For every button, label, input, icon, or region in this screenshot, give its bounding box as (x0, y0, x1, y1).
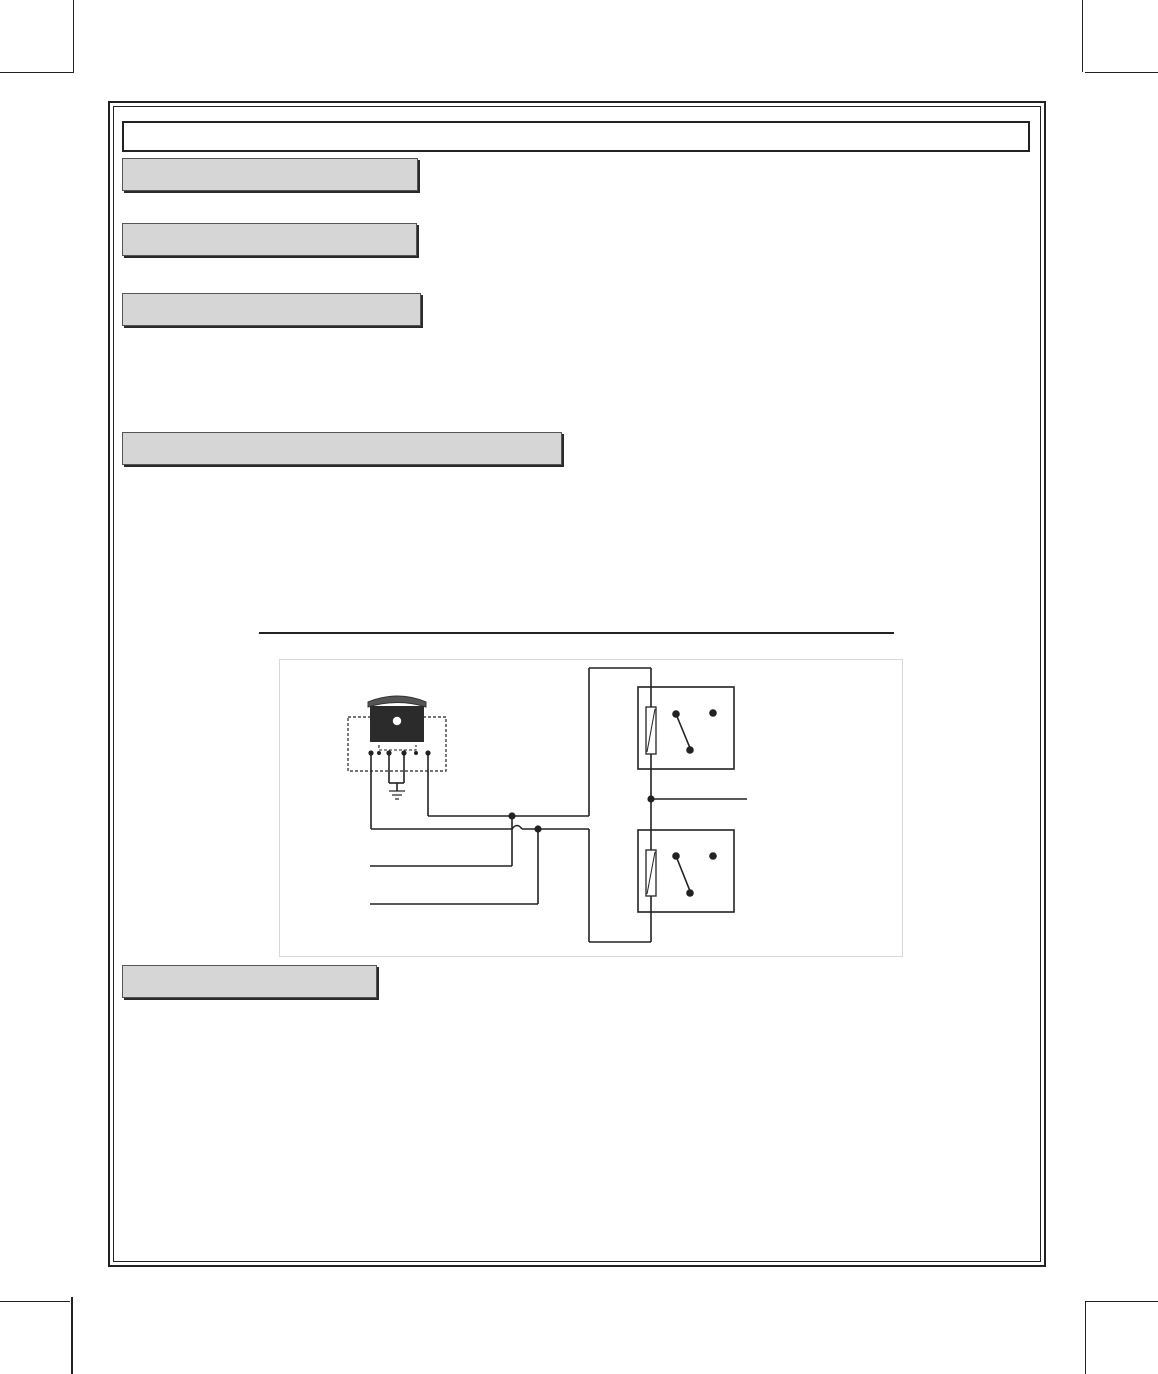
rocker-switch-cap (368, 696, 426, 707)
switch-pin-3 (386, 750, 391, 755)
crop-mark-bottom-right-horizontal (1085, 1301, 1158, 1302)
relay-lower-contact-c (686, 889, 694, 897)
wiring-diagram-svg (280, 660, 904, 958)
switch-pin-2 (377, 751, 381, 755)
section-header-1 (122, 158, 418, 191)
relay-upper-contact-c (686, 746, 694, 754)
relay-lower-box (638, 830, 734, 912)
relay-upper-contact-b (709, 709, 717, 717)
section-header-2 (122, 223, 417, 256)
rocker-switch (368, 696, 426, 742)
switch-pin-1 (368, 750, 373, 755)
wiring-diagram (279, 659, 903, 957)
section-header-4 (122, 432, 562, 465)
crop-mark-bottom-right-vertical (1085, 1301, 1086, 1374)
wire-jumper-arc (512, 826, 522, 830)
section-header-5 (122, 965, 377, 998)
relay-lower-coil-slash (647, 852, 655, 894)
section-header-3 (122, 293, 421, 326)
switch-internal-bridge (379, 745, 416, 750)
diagram-title-rule (259, 632, 894, 634)
relay-upper-coil-slash (647, 709, 655, 752)
page-title-bar (122, 121, 1030, 152)
crop-mark-bottom-left-vertical (71, 1297, 73, 1374)
relay-upper-box (638, 687, 734, 769)
relay-upper-contact-arm (676, 714, 690, 748)
junction-common (647, 795, 654, 802)
junction-upper-lead (508, 812, 515, 819)
switch-pin-5 (414, 751, 418, 755)
switch-pin-4 (401, 750, 406, 755)
crop-mark-bottom-left-horizontal (0, 1301, 70, 1302)
rocker-switch-indicator (393, 717, 401, 725)
relay-lower-contact-arm (676, 856, 690, 891)
crop-mark-top-right-vertical (1082, 0, 1083, 72)
relay-lower-contact-a (672, 852, 680, 860)
relay-upper-contact-a (672, 710, 680, 718)
crop-mark-top-right-horizontal (1085, 72, 1158, 73)
junction-lower-lead (534, 825, 541, 832)
relay-lower-contact-b (709, 852, 717, 860)
crop-mark-top-left-horizontal (0, 72, 74, 73)
crop-mark-top-left-vertical (73, 0, 74, 72)
ground-symbol (389, 791, 405, 799)
switch-pin-6 (425, 750, 430, 755)
